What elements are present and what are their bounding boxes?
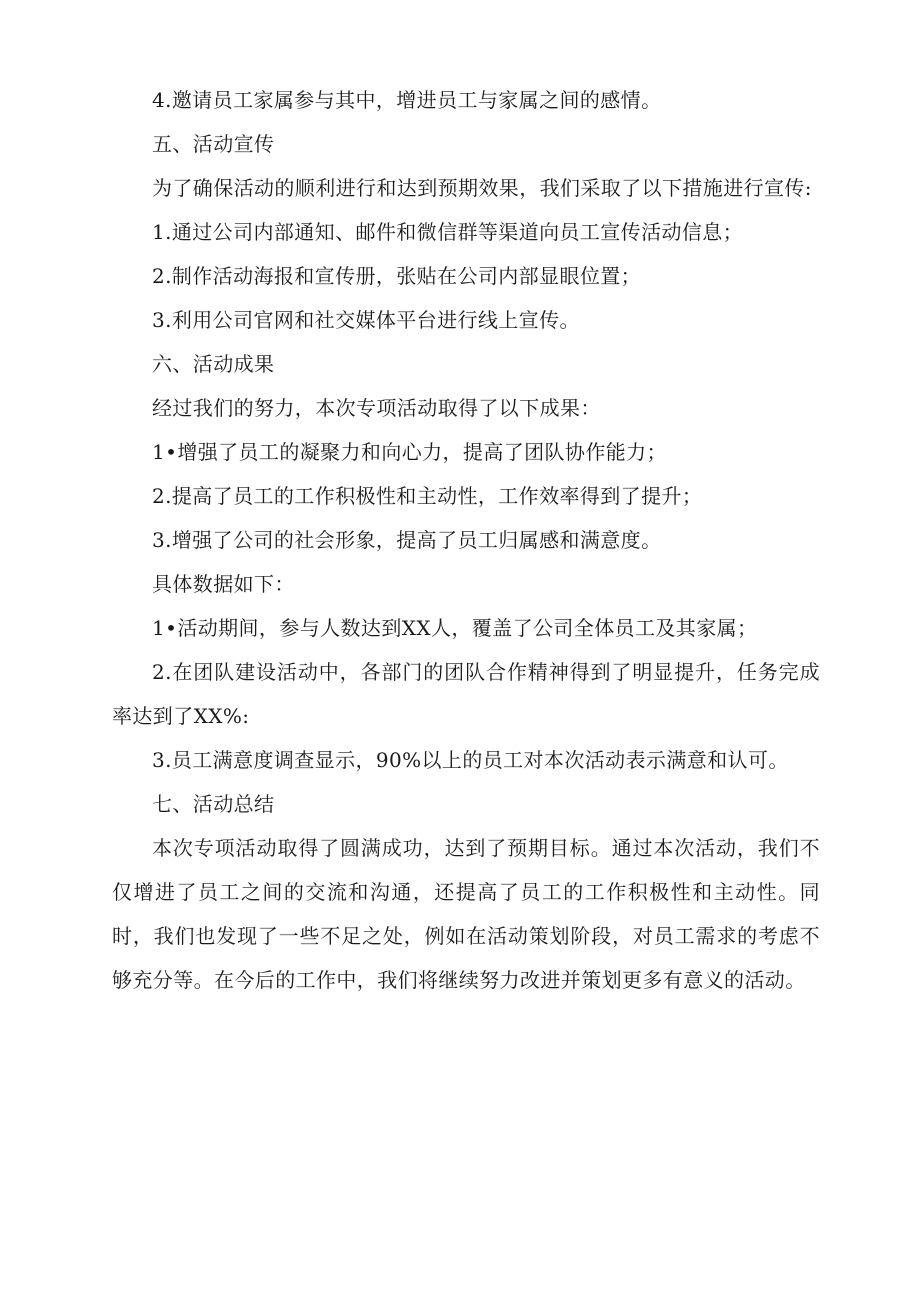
paragraph-data-intro: 具体数据如下： — [152, 572, 295, 596]
paragraph-summary: 本次专项活动取得了圆满成功，达到了预期目标。通过本次活动，我们不仅增进了员工之间的交流和沟通，还提高了员工的工作积极性和主动性。同时，我们也发现了一些不足之处，例如在活动策划阶段，对员工需求的考虑不够充分等。在今后的工作中，我们将继续努力改进并策划更多有意义的活动。 — [112, 836, 820, 992]
list-item-data-2: 2.在团队建设活动中，各部门的团队合作精神得到了明显提升，任务完成率达到了XX%: — [112, 660, 820, 728]
list-item-results-2: 2.提高了员工的工作积极性和主动性，工作效率得到了提升； — [152, 484, 703, 508]
list-item-publicity-1: 1.通过公司内部通知、邮件和微信群等渠道向员工宣传活动信息； — [152, 220, 744, 244]
section-heading-publicity: 五、活动宣传 — [152, 132, 275, 156]
list-item-publicity-3: 3.利用公司官网和社交媒体平台进行线上宣传。 — [152, 308, 580, 332]
list-item-results-1: 1•增强了员工的凝聚力和向心力，提高了团队协作能力； — [152, 440, 667, 464]
list-item-data-3: 3.员工满意度调查显示，90%以上的员工对本次活动表示满意和认可。 — [152, 748, 789, 772]
document-body — [112, 78, 820, 1002]
list-item-data-1: 1•活动期间，参与人数达到XX人，覆盖了公司全体员工及其家属； — [152, 616, 758, 640]
paragraph-results-intro: 经过我们的努力，本次专项活动取得了以下成果： — [152, 396, 601, 420]
paragraph-publicity-intro: 为了确保活动的顺利进行和达到预期效果，我们采取了以下措施进行宣传: — [152, 176, 812, 200]
section-heading-results: 六、活动成果 — [152, 352, 275, 376]
paragraph-invite-families: 4.邀请员工家属参与其中，增进员工与家属之间的感情。 — [152, 88, 662, 112]
list-item-publicity-2: 2.制作活动海报和宣传册，张贴在公司内部显眼位置； — [152, 264, 642, 288]
section-heading-summary: 七、活动总结 — [152, 792, 275, 816]
list-item-results-3: 3.增强了公司的社会形象，提高了员工归属感和满意度。 — [152, 528, 662, 552]
